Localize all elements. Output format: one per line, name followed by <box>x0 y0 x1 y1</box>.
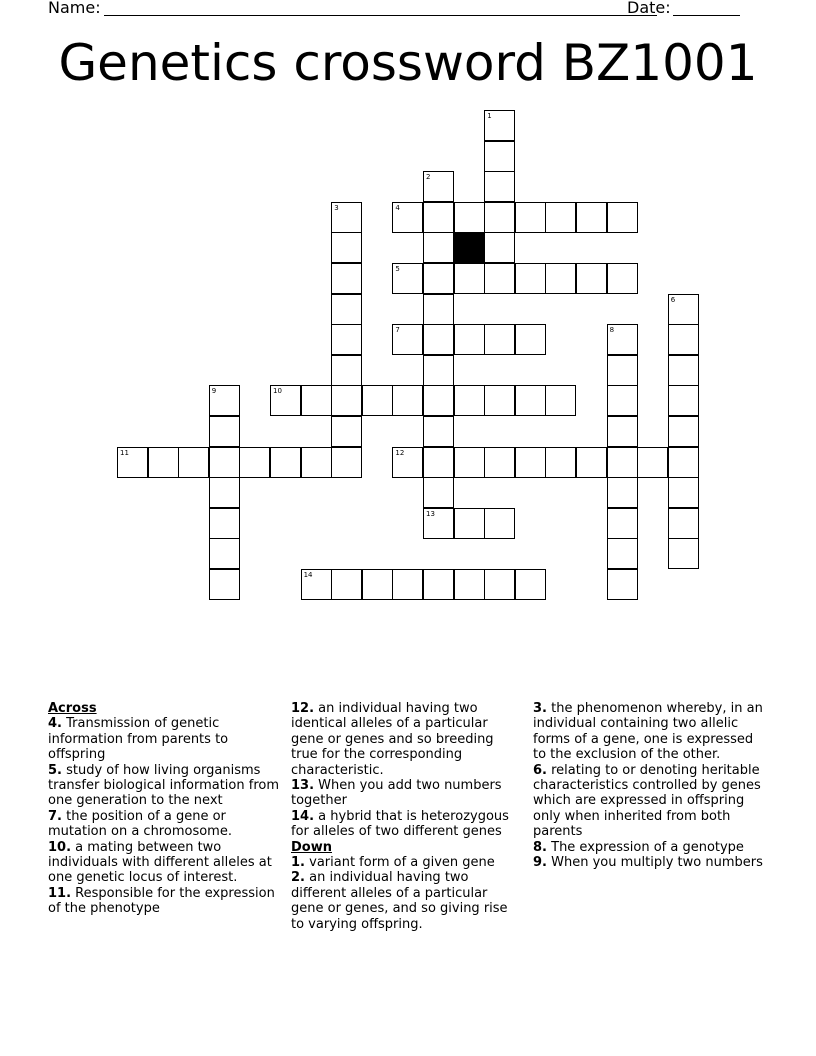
grid-cell[interactable] <box>362 385 393 416</box>
grid-cell[interactable] <box>545 385 576 416</box>
grid-cell[interactable] <box>239 447 270 478</box>
clue-down-3: 3. the phenomenon whereby, in an individual containing two allelic forms of a gene, one is expressed to the exclusion of the other. <box>533 701 763 763</box>
grid-cell[interactable] <box>454 447 485 478</box>
grid-cell[interactable] <box>668 447 699 478</box>
grid-cell[interactable] <box>392 569 423 600</box>
grid-cell[interactable] <box>484 202 515 233</box>
grid-cell[interactable] <box>668 416 699 447</box>
down-heading: Down <box>291 839 332 855</box>
grid-cell[interactable] <box>545 447 576 478</box>
clue-column-3 <box>533 701 765 870</box>
grid-cell[interactable] <box>301 569 332 600</box>
clue-across-10: 10. a mating between two individuals with different alleles at one genetic locus of interest. <box>48 839 272 886</box>
grid-cell[interactable] <box>423 232 454 263</box>
grid-cell[interactable] <box>423 355 454 386</box>
grid-cell[interactable] <box>607 447 638 478</box>
cell-number: 12 <box>395 448 405 457</box>
grid-cell[interactable] <box>454 263 485 294</box>
grid-cell[interactable] <box>668 508 699 539</box>
grid-cell[interactable] <box>331 232 362 263</box>
grid-cell[interactable] <box>484 324 515 355</box>
clue-across-12: 12. an individual having two identical alleles of a particular gene or genes and so breeding true for the corresponding characteristic. <box>291 701 494 778</box>
cell-number: 7 <box>395 326 400 335</box>
grid-cell[interactable] <box>607 202 638 233</box>
grid-cell[interactable] <box>331 324 362 355</box>
grid-cell[interactable] <box>668 477 699 508</box>
clue-down-8: 8. The expression of a genotype <box>533 839 744 855</box>
clue-column-1 <box>48 701 280 917</box>
grid-cell[interactable] <box>209 416 240 447</box>
grid-cell[interactable] <box>423 569 454 600</box>
grid-cell[interactable] <box>484 385 515 416</box>
grid-cell[interactable] <box>607 324 638 355</box>
grid-cell[interactable] <box>423 202 454 233</box>
grid-cell[interactable] <box>148 447 179 478</box>
page-title: Genetics crossword BZ1001 <box>58 34 758 92</box>
grid-cell[interactable] <box>331 385 362 416</box>
grid-cell[interactable] <box>668 294 699 325</box>
grid-cell[interactable] <box>454 385 485 416</box>
grid-cell[interactable] <box>331 202 362 233</box>
grid-cell[interactable] <box>209 508 240 539</box>
grid-cell[interactable] <box>484 508 515 539</box>
clue-down-2: 2. an individual having two different alleles of a particular gene or genes, and so giving rise to varying offspring. <box>291 870 508 932</box>
cell-number: 10 <box>273 387 282 396</box>
grid-cell[interactable] <box>423 324 454 355</box>
grid-cell[interactable] <box>607 355 638 386</box>
grid-cell[interactable] <box>423 294 454 325</box>
grid-cell[interactable] <box>392 263 423 294</box>
grid-cell[interactable] <box>423 477 454 508</box>
grid-cell[interactable] <box>331 294 362 325</box>
grid-cell[interactable] <box>331 569 362 600</box>
grid-cell[interactable] <box>270 385 301 416</box>
grid-cell[interactable] <box>607 477 638 508</box>
grid-cell[interactable] <box>607 538 638 569</box>
grid-cell[interactable] <box>607 416 638 447</box>
grid-cell[interactable] <box>454 324 485 355</box>
cell-number: 4 <box>395 203 400 212</box>
grid-cell[interactable] <box>270 447 301 478</box>
grid-cell[interactable] <box>545 202 576 233</box>
grid-cell[interactable] <box>209 447 240 478</box>
grid-cell[interactable] <box>392 324 423 355</box>
grid-cell[interactable] <box>423 171 454 202</box>
grid-cell[interactable] <box>515 385 546 416</box>
grid-cell[interactable] <box>484 569 515 600</box>
grid-cell[interactable] <box>454 569 485 600</box>
grid-cell[interactable] <box>117 447 148 478</box>
grid-cell[interactable] <box>637 447 668 478</box>
clue-down-9: 9. When you multiply two numbers <box>533 855 763 871</box>
grid-cell[interactable] <box>301 385 332 416</box>
cell-number: 5 <box>395 265 400 273</box>
grid-cell[interactable] <box>607 569 638 600</box>
grid-cell[interactable] <box>423 447 454 478</box>
cell-number: 3 <box>334 203 339 212</box>
grid-cell[interactable] <box>484 141 515 172</box>
grid-cell[interactable] <box>209 477 240 508</box>
clue-across-11: 11. Responsible for the expression of the phenotype <box>48 885 275 917</box>
cell-number: 14 <box>303 571 313 579</box>
grid-cell[interactable] <box>484 110 515 141</box>
grid-cell[interactable] <box>515 202 546 233</box>
grid-cell[interactable] <box>331 263 362 294</box>
grid-cell[interactable] <box>515 569 546 600</box>
grid-cell[interactable] <box>576 447 607 478</box>
grid-cell[interactable] <box>423 416 454 447</box>
grid-cell[interactable] <box>423 385 454 416</box>
clue-across-4: 4. Transmission of genetic information from parents to offspring <box>48 716 229 763</box>
clue-column-2 <box>291 701 523 932</box>
date-label: Date: <box>627 0 671 17</box>
grid-cell[interactable] <box>484 232 515 263</box>
black-square <box>454 232 485 263</box>
grid-cell[interactable] <box>484 447 515 478</box>
grid-cell[interactable] <box>331 416 362 447</box>
cell-number: 8 <box>609 326 615 335</box>
grid-cell[interactable] <box>545 263 576 294</box>
clue-down-6: 6. relating to or denoting heritable characteristics controlled by genes which are expressed in offspring only when inherited from both parents <box>533 762 761 840</box>
name-label: Name: <box>48 0 101 17</box>
grid-cell[interactable] <box>515 447 546 478</box>
grid-cell[interactable] <box>454 508 485 539</box>
grid-cell[interactable] <box>392 202 423 233</box>
grid-cell[interactable] <box>668 324 699 355</box>
cell-number: 1 <box>487 112 492 120</box>
cell-number: 13 <box>426 509 435 518</box>
grid-cell[interactable] <box>392 447 423 478</box>
grid-cell[interactable] <box>515 324 546 355</box>
grid-cell[interactable] <box>576 202 607 233</box>
grid-cell[interactable] <box>423 263 454 294</box>
grid-cell[interactable] <box>607 385 638 416</box>
clue-across-7: 7. the position of a gene or mutation on a chromosome. <box>48 808 232 840</box>
grid-cell[interactable] <box>454 202 485 233</box>
grid-cell[interactable] <box>209 569 240 600</box>
grid-cell[interactable] <box>515 263 546 294</box>
clue-across-5: 5. study of how living organisms transfer biological information from one generation to the next <box>48 762 279 809</box>
cell-number: 6 <box>670 295 676 304</box>
cell-number: 2 <box>426 173 431 182</box>
grid-cell[interactable] <box>209 385 240 416</box>
grid-cell[interactable] <box>607 508 638 539</box>
grid-cell[interactable] <box>607 263 638 294</box>
across-heading: Across <box>48 701 97 716</box>
grid-cell[interactable] <box>484 263 515 294</box>
grid-cell[interactable] <box>668 385 699 416</box>
grid-cell[interactable] <box>576 263 607 294</box>
grid-cell[interactable] <box>668 355 699 386</box>
grid-cell[interactable] <box>392 385 423 416</box>
grid-cell[interactable] <box>209 538 240 569</box>
cell-number: 11 <box>120 448 129 457</box>
grid-cell[interactable] <box>178 447 209 478</box>
grid-cell[interactable] <box>362 569 393 600</box>
grid-cell[interactable] <box>331 355 362 386</box>
clue-across-13: 13. When you add two numbers together <box>291 778 502 809</box>
grid-cell[interactable] <box>668 538 699 569</box>
cell-number: 9 <box>211 387 217 396</box>
grid-cell[interactable] <box>484 171 515 202</box>
clue-down-1: 1. variant form of a given gene <box>291 855 495 871</box>
grid-cell[interactable] <box>301 447 332 478</box>
grid-cell[interactable] <box>331 447 362 478</box>
grid-cell[interactable] <box>423 508 454 539</box>
clue-across-14: 14. a hybrid that is heterozygous for alleles of two different genes <box>291 808 509 840</box>
